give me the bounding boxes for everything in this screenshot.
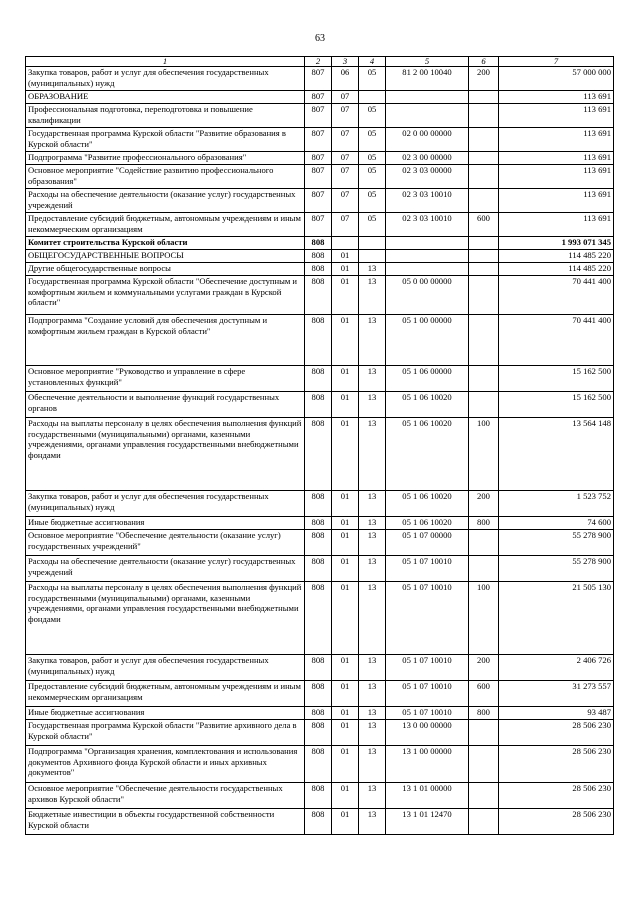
row-amount-cell: 114 485 220 [499, 250, 614, 263]
row-code-cell: 13 [359, 263, 386, 276]
row-code-cell: 01 [332, 276, 359, 315]
row-code-cell [386, 91, 469, 104]
row-code-cell: 807 [305, 152, 332, 165]
row-code-cell: 01 [332, 746, 359, 783]
row-code-cell: 05 1 06 00000 [386, 366, 469, 392]
row-code-cell: 05 [359, 128, 386, 152]
row-name-cell: Основное мероприятие "Обеспечение деятельности (оказание услуг) государственных учреждений" [26, 530, 305, 556]
row-amount-cell: 1 523 752 [499, 491, 614, 517]
row-code-cell: 07 [332, 152, 359, 165]
row-code-cell: 07 [332, 165, 359, 189]
table-row [26, 128, 614, 152]
row-code-cell: 808 [305, 517, 332, 530]
row-code-cell: 05 1 07 00000 [386, 530, 469, 556]
row-amount-cell: 113 691 [499, 128, 614, 152]
row-code-cell: 05 [359, 67, 386, 91]
row-code-cell [469, 530, 499, 556]
row-code-cell [469, 263, 499, 276]
row-code-cell: 13 [359, 655, 386, 681]
table-row [26, 237, 614, 250]
row-code-cell [469, 783, 499, 809]
table-row [26, 276, 614, 315]
table-row [26, 315, 614, 366]
row-code-cell: 13 [359, 366, 386, 392]
row-code-cell [359, 91, 386, 104]
row-amount-cell: 113 691 [499, 189, 614, 213]
row-code-cell: 808 [305, 263, 332, 276]
row-code-cell: 200 [469, 491, 499, 517]
row-code-cell: 02 3 00 00000 [386, 152, 469, 165]
row-code-cell [469, 104, 499, 128]
row-code-cell [469, 91, 499, 104]
row-code-cell: 01 [332, 517, 359, 530]
row-code-cell: 01 [332, 707, 359, 720]
row-code-cell: 808 [305, 809, 332, 835]
row-code-cell: 01 [332, 263, 359, 276]
row-amount-cell: 74 600 [499, 517, 614, 530]
header-col-1: 1 [26, 57, 305, 67]
row-code-cell: 100 [469, 582, 499, 655]
row-code-cell [469, 165, 499, 189]
header-col-6: 6 [469, 57, 499, 67]
table-row [26, 104, 614, 128]
row-name-cell: Закупка товаров, работ и услуг для обеспечения государственных (муниципальных) нужд [26, 491, 305, 517]
row-amount-cell: 55 278 900 [499, 556, 614, 582]
table-row [26, 152, 614, 165]
row-name-cell: Расходы на обеспечение деятельности (оказание услуг) государственных учреждений [26, 556, 305, 582]
row-code-cell: 807 [305, 165, 332, 189]
row-code-cell: 13 [359, 392, 386, 418]
row-code-cell: 01 [332, 720, 359, 746]
row-code-cell: 05 1 07 10010 [386, 655, 469, 681]
row-amount-cell: 93 487 [499, 707, 614, 720]
row-code-cell: 13 [359, 556, 386, 582]
row-code-cell: 13 1 00 00000 [386, 746, 469, 783]
row-code-cell: 13 [359, 783, 386, 809]
row-name-cell: Иные бюджетные ассигнования [26, 517, 305, 530]
row-name-cell: ОБРАЗОВАНИЕ [26, 91, 305, 104]
row-name-cell: Обеспечение деятельности и выполнение функций государственных органов [26, 392, 305, 418]
row-code-cell: 808 [305, 237, 332, 250]
row-amount-cell: 113 691 [499, 165, 614, 189]
row-code-cell: 02 3 03 00000 [386, 165, 469, 189]
row-code-cell: 81 2 00 10040 [386, 67, 469, 91]
row-amount-cell: 28 506 230 [499, 746, 614, 783]
table-row [26, 720, 614, 746]
row-name-cell: Предоставление субсидий бюджетным, автономным учреждениям и иным некоммерческим организациям [26, 213, 305, 237]
row-code-cell: 13 [359, 809, 386, 835]
row-code-cell: 13 [359, 517, 386, 530]
row-code-cell [469, 189, 499, 213]
table-row [26, 418, 614, 491]
row-code-cell: 807 [305, 67, 332, 91]
row-code-cell: 13 [359, 530, 386, 556]
row-code-cell: 808 [305, 276, 332, 315]
row-code-cell: 05 [359, 104, 386, 128]
row-code-cell: 807 [305, 128, 332, 152]
header-col-4: 4 [359, 57, 386, 67]
table-row [26, 783, 614, 809]
row-code-cell [469, 237, 499, 250]
row-code-cell: 05 1 07 10010 [386, 681, 469, 707]
table-row [26, 165, 614, 189]
budget-table [25, 56, 614, 835]
table-row [26, 250, 614, 263]
row-amount-cell: 28 506 230 [499, 720, 614, 746]
row-code-cell: 200 [469, 655, 499, 681]
row-code-cell: 808 [305, 315, 332, 366]
row-code-cell: 05 0 00 00000 [386, 276, 469, 315]
row-code-cell: 05 1 06 10020 [386, 491, 469, 517]
row-code-cell: 13 1 01 12470 [386, 809, 469, 835]
row-code-cell: 808 [305, 418, 332, 491]
row-name-cell: ОБЩЕГОСУДАРСТВЕННЫЕ ВОПРОСЫ [26, 250, 305, 263]
row-code-cell: 05 1 06 10020 [386, 517, 469, 530]
table-row [26, 746, 614, 783]
row-code-cell: 13 [359, 720, 386, 746]
row-code-cell: 06 [332, 67, 359, 91]
row-code-cell: 07 [332, 128, 359, 152]
table-row [26, 366, 614, 392]
row-code-cell: 01 [332, 809, 359, 835]
row-name-cell: Подпрограмма "Создание условий для обеспечения доступным и комфортным жильем граждан в Курской области" [26, 315, 305, 366]
row-code-cell: 05 1 07 10010 [386, 582, 469, 655]
row-code-cell: 01 [332, 491, 359, 517]
row-code-cell: 808 [305, 392, 332, 418]
row-name-cell: Расходы на обеспечение деятельности (оказание услуг) государственных учреждений [26, 189, 305, 213]
row-name-cell: Закупка товаров, работ и услуг для обеспечения государственных (муниципальных) нужд [26, 67, 305, 91]
table-row [26, 213, 614, 237]
row-code-cell: 01 [332, 418, 359, 491]
row-code-cell: 01 [332, 250, 359, 263]
row-code-cell: 01 [332, 681, 359, 707]
row-amount-cell: 28 506 230 [499, 809, 614, 835]
row-code-cell: 02 3 03 10010 [386, 189, 469, 213]
row-code-cell: 807 [305, 213, 332, 237]
page-number: 63 [315, 33, 325, 44]
table-row [26, 707, 614, 720]
table-row [26, 517, 614, 530]
row-code-cell: 808 [305, 707, 332, 720]
row-code-cell: 13 [359, 707, 386, 720]
row-code-cell: 808 [305, 530, 332, 556]
row-code-cell: 808 [305, 366, 332, 392]
row-code-cell: 808 [305, 556, 332, 582]
row-code-cell [359, 250, 386, 263]
row-code-cell: 13 [359, 681, 386, 707]
row-code-cell: 13 0 00 00000 [386, 720, 469, 746]
row-code-cell: 05 1 07 10010 [386, 707, 469, 720]
row-code-cell: 02 0 00 00000 [386, 128, 469, 152]
row-code-cell: 807 [305, 104, 332, 128]
row-name-cell: Профессиональная подготовка, переподготовка и повышение квалификации [26, 104, 305, 128]
row-amount-cell: 21 505 130 [499, 582, 614, 655]
row-name-cell: Иные бюджетные ассигнования [26, 707, 305, 720]
row-code-cell: 800 [469, 517, 499, 530]
row-amount-cell: 1 993 071 345 [499, 237, 614, 250]
row-code-cell [469, 315, 499, 366]
header-col-5: 5 [386, 57, 469, 67]
row-code-cell: 13 [359, 418, 386, 491]
row-code-cell [386, 104, 469, 128]
row-name-cell: Расходы на выплаты персоналу в целях обеспечения выполнения функций государственными (муниципальными) органами, казенными учреждениями, органами управления государственными внебюджетными фондами [26, 582, 305, 655]
table-row [26, 582, 614, 655]
table-row [26, 91, 614, 104]
row-amount-cell: 114 485 220 [499, 263, 614, 276]
row-code-cell: 13 1 01 00000 [386, 783, 469, 809]
row-code-cell: 05 1 00 00000 [386, 315, 469, 366]
row-code-cell: 13 [359, 315, 386, 366]
row-code-cell: 05 1 06 10020 [386, 418, 469, 491]
row-name-cell: Закупка товаров, работ и услуг для обеспечения государственных (муниципальных) нужд [26, 655, 305, 681]
row-code-cell: 01 [332, 392, 359, 418]
row-code-cell [386, 250, 469, 263]
row-amount-cell: 57 000 000 [499, 67, 614, 91]
row-code-cell: 07 [332, 189, 359, 213]
row-code-cell: 200 [469, 67, 499, 91]
row-code-cell: 13 [359, 746, 386, 783]
row-code-cell: 808 [305, 746, 332, 783]
row-code-cell: 07 [332, 104, 359, 128]
row-code-cell: 600 [469, 213, 499, 237]
table-row [26, 809, 614, 835]
row-name-cell: Государственная программа Курской области "Обеспечение доступным и комфортным жильем и коммунальными услугами граждан в Курской области" [26, 276, 305, 315]
row-amount-cell: 113 691 [499, 91, 614, 104]
row-code-cell: 100 [469, 418, 499, 491]
row-name-cell: Основное мероприятие "Руководство и управление в сфере установленных функций" [26, 366, 305, 392]
row-code-cell [469, 250, 499, 263]
row-code-cell [469, 720, 499, 746]
row-amount-cell: 15 162 500 [499, 392, 614, 418]
header-col-7: 7 [499, 57, 614, 67]
row-code-cell: 01 [332, 655, 359, 681]
row-code-cell: 808 [305, 655, 332, 681]
row-amount-cell: 15 162 500 [499, 366, 614, 392]
row-code-cell [469, 556, 499, 582]
row-amount-cell: 28 506 230 [499, 783, 614, 809]
row-amount-cell: 70 441 400 [499, 276, 614, 315]
table-row [26, 556, 614, 582]
row-amount-cell: 113 691 [499, 213, 614, 237]
table-row [26, 530, 614, 556]
row-code-cell: 01 [332, 366, 359, 392]
row-code-cell [469, 128, 499, 152]
row-code-cell: 01 [332, 783, 359, 809]
row-code-cell [359, 237, 386, 250]
row-code-cell [386, 263, 469, 276]
row-name-cell: Государственная программа Курской области "Развитие архивного дела в Курской области" [26, 720, 305, 746]
row-code-cell: 05 [359, 213, 386, 237]
row-amount-cell: 113 691 [499, 104, 614, 128]
row-code-cell: 07 [332, 91, 359, 104]
row-name-cell: Основное мероприятие "Содействие развитию профессионального образования" [26, 165, 305, 189]
row-code-cell: 807 [305, 189, 332, 213]
table-row [26, 67, 614, 91]
row-name-cell: Предоставление субсидий бюджетным, автономным учреждениям и иным некоммерческим организациям [26, 681, 305, 707]
row-name-cell: Другие общегосударственные вопросы [26, 263, 305, 276]
row-code-cell: 13 [359, 582, 386, 655]
row-code-cell [469, 276, 499, 315]
row-code-cell: 02 3 03 10010 [386, 213, 469, 237]
header-row [26, 57, 614, 67]
header-col-2: 2 [305, 57, 332, 67]
row-code-cell: 05 1 07 10010 [386, 556, 469, 582]
row-code-cell [469, 809, 499, 835]
table-row [26, 491, 614, 517]
table-row [26, 655, 614, 681]
row-amount-cell: 113 691 [499, 152, 614, 165]
header-col-3: 3 [332, 57, 359, 67]
row-code-cell [469, 366, 499, 392]
row-amount-cell: 55 278 900 [499, 530, 614, 556]
row-code-cell: 01 [332, 315, 359, 366]
row-code-cell [332, 237, 359, 250]
row-name-cell: Основное мероприятие "Обеспечение деятельности государственных архивов Курской области" [26, 783, 305, 809]
row-code-cell [386, 237, 469, 250]
row-code-cell: 05 1 06 10020 [386, 392, 469, 418]
row-code-cell: 05 [359, 152, 386, 165]
row-code-cell: 05 [359, 189, 386, 213]
row-code-cell: 13 [359, 276, 386, 315]
row-name-cell: Подпрограмма "Развитие профессионального образования" [26, 152, 305, 165]
row-amount-cell: 13 564 148 [499, 418, 614, 491]
row-name-cell: Расходы на выплаты персоналу в целях обеспечения выполнения функций государственными (муниципальными) органами, казенными учреждениями, органами управления государственными внебюджетными фондами [26, 418, 305, 491]
row-amount-cell: 70 441 400 [499, 315, 614, 366]
row-code-cell: 07 [332, 213, 359, 237]
row-code-cell: 800 [469, 707, 499, 720]
row-code-cell: 600 [469, 681, 499, 707]
row-code-cell [469, 152, 499, 165]
row-name-cell: Бюджетные инвестиции в объекты государственной собственности Курской области [26, 809, 305, 835]
row-code-cell: 808 [305, 582, 332, 655]
row-code-cell: 01 [332, 582, 359, 655]
row-name-cell: Государственная программа Курской области "Развитие образования в Курской области" [26, 128, 305, 152]
row-code-cell: 808 [305, 250, 332, 263]
row-code-cell: 808 [305, 491, 332, 517]
row-code-cell: 01 [332, 530, 359, 556]
row-name-cell: Подпрограмма "Организация хранения, комплектования и использования документов Архивного фонда Курской области и иных архивных документов" [26, 746, 305, 783]
table-row [26, 189, 614, 213]
row-code-cell: 808 [305, 720, 332, 746]
table-row [26, 392, 614, 418]
row-code-cell: 01 [332, 556, 359, 582]
row-code-cell [469, 392, 499, 418]
row-code-cell: 05 [359, 165, 386, 189]
row-code-cell: 807 [305, 91, 332, 104]
row-code-cell [469, 746, 499, 783]
row-name-cell: Комитет строительства Курской области [26, 237, 305, 250]
table-row [26, 263, 614, 276]
row-amount-cell: 2 406 726 [499, 655, 614, 681]
row-code-cell: 808 [305, 783, 332, 809]
row-code-cell: 808 [305, 681, 332, 707]
table-row [26, 681, 614, 707]
row-code-cell: 13 [359, 491, 386, 517]
row-amount-cell: 31 273 557 [499, 681, 614, 707]
